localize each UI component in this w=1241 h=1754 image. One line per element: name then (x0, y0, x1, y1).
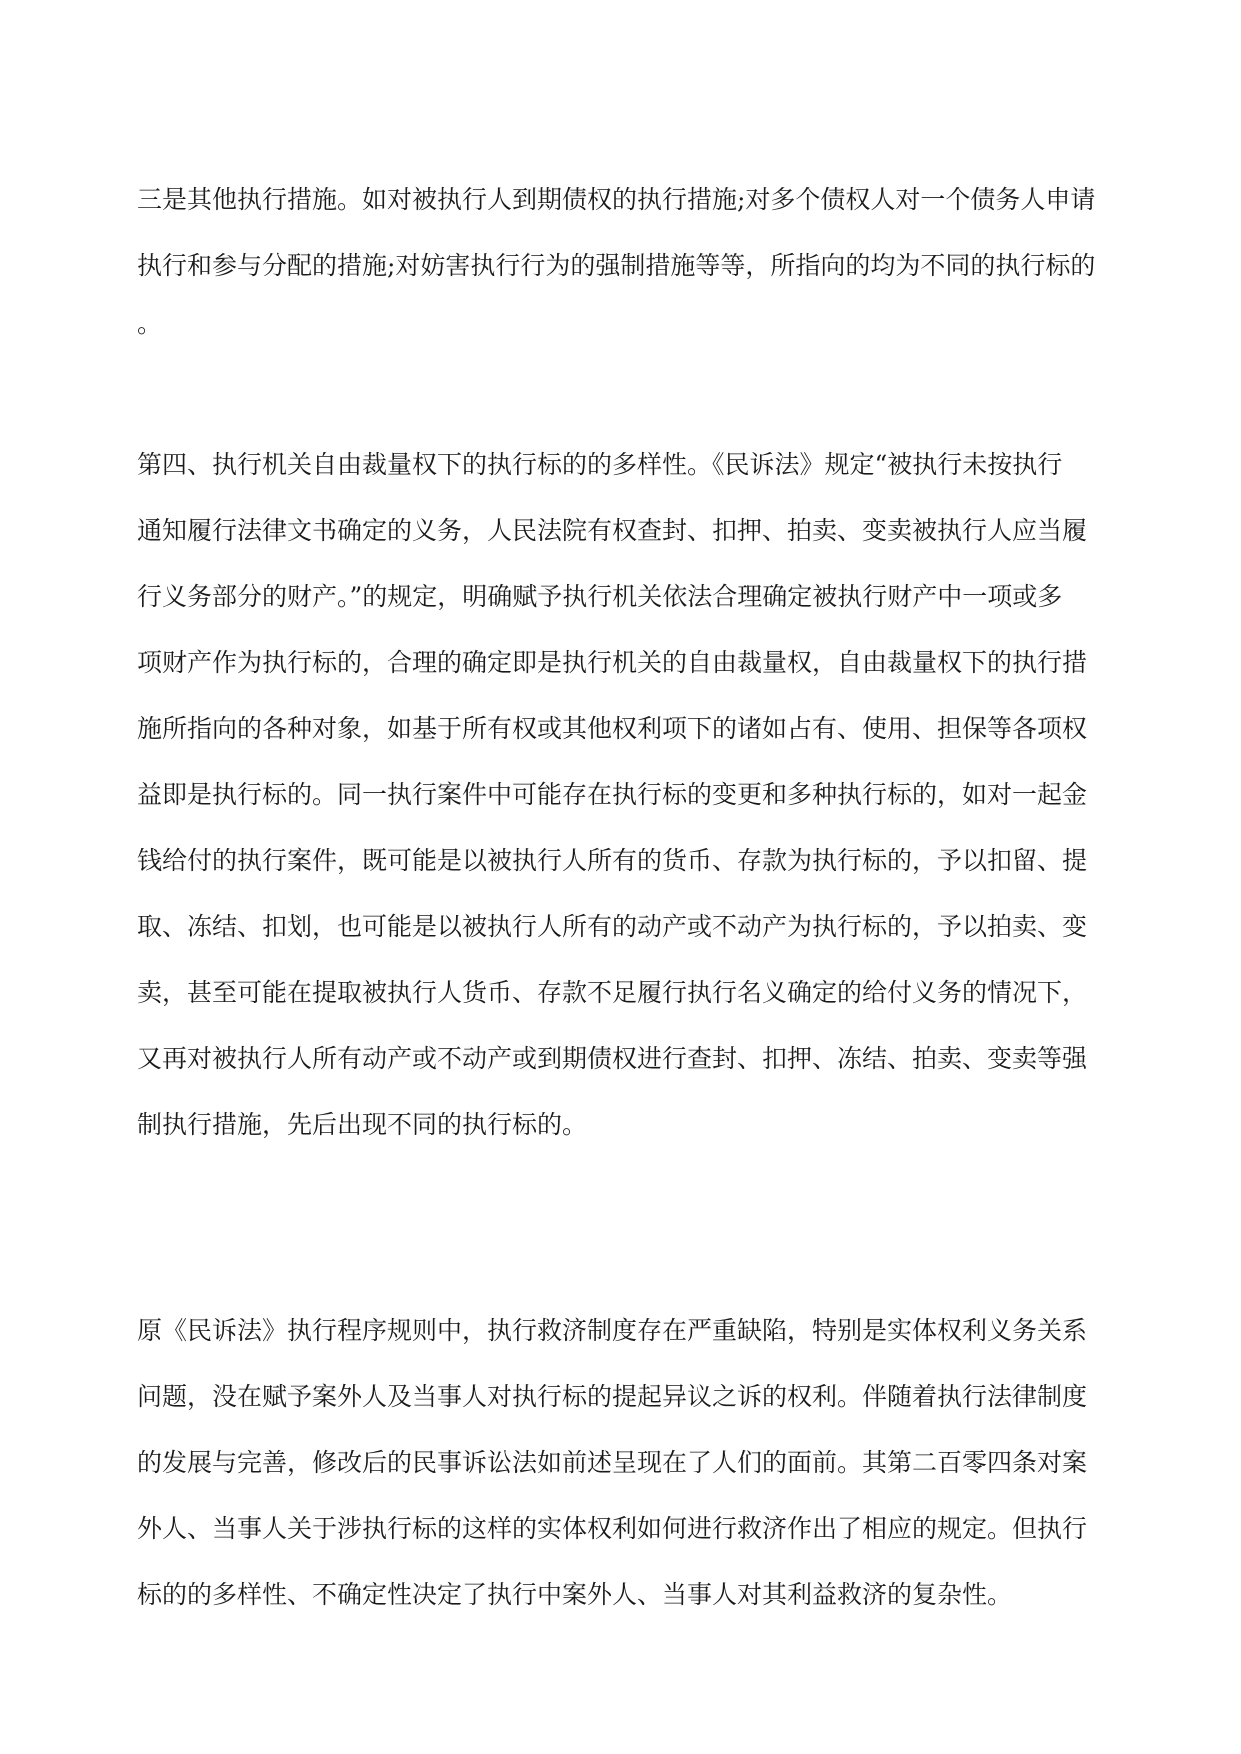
text-line: 原《民诉法》执行程序规则中，执行救济制度存在严重缺陷，特别是实体权利义务关系 (137, 1316, 1088, 1345)
text-line: 执行和参与分配的措施;对妨害执行行为的强制措施等等，所指向的均为不同的执行标的 (137, 251, 1096, 280)
text-line: 施所指向的各种对象，如基于所有权或其他权利项下的诸如占有、使用、担保等各项权 (137, 714, 1088, 743)
text-line: 项财产作为执行标的，合理的确定即是执行机关的自由裁量权，自由裁量权下的执行措 (137, 648, 1088, 677)
text-line: 问题，没在赋予案外人及当事人对执行标的提起异议之诉的权利。伴随着执行法律制度 (137, 1382, 1088, 1411)
text-line: 益即是执行标的。同一执行案件中可能存在执行标的变更和多种执行标的，如对一起金 (137, 780, 1088, 809)
text-line: 外人、当事人关于涉执行标的这样的实体权利如何进行救济作出了相应的规定。但执行 (137, 1514, 1088, 1543)
text-line: 取、冻结、扣划，也可能是以被执行人所有的动产或不动产为执行标的，予以拍卖、变 (137, 912, 1088, 941)
text-line: 行义务部分的财产。”的规定，明确赋予执行机关依法合理确定被执行财产中一项或多 (137, 582, 1063, 611)
text-line: 制执行措施，先后出现不同的执行标的。 (137, 1110, 588, 1139)
text-line: 三是其他执行措施。如对被执行人到期债权的执行措施;对多个债权人对一个债务人申请 (137, 185, 1096, 214)
text-line: 通知履行法律文书确定的义务，人民法院有权查封、扣押、拍卖、变卖被执行人应当履 (137, 516, 1088, 545)
text-line: 标的的多样性、不确定性决定了执行中案外人、当事人对其利益救济的复杂性。 (137, 1580, 1013, 1609)
text-line: 的发展与完善，修改后的民事诉讼法如前述呈现在了人们的面前。其第二百零四条对案 (137, 1448, 1088, 1477)
text-line: 钱给付的执行案件，既可能是以被执行人所有的货币、存款为执行标的，予以扣留、提 (137, 846, 1088, 875)
text-line: 第四、执行机关自由裁量权下的执行标的的多样性。《民诉法》规定“被执行未按执行 (137, 450, 1063, 479)
text-line: 。 (137, 309, 163, 338)
text-line: 又再对被执行人所有动产或不动产或到期债权进行查封、扣押、冻结、拍卖、变卖等强 (137, 1044, 1088, 1073)
text-line: 卖，甚至可能在提取被执行人货币、存款不足履行执行名义确定的给付义务的情况下， (137, 978, 1088, 1007)
